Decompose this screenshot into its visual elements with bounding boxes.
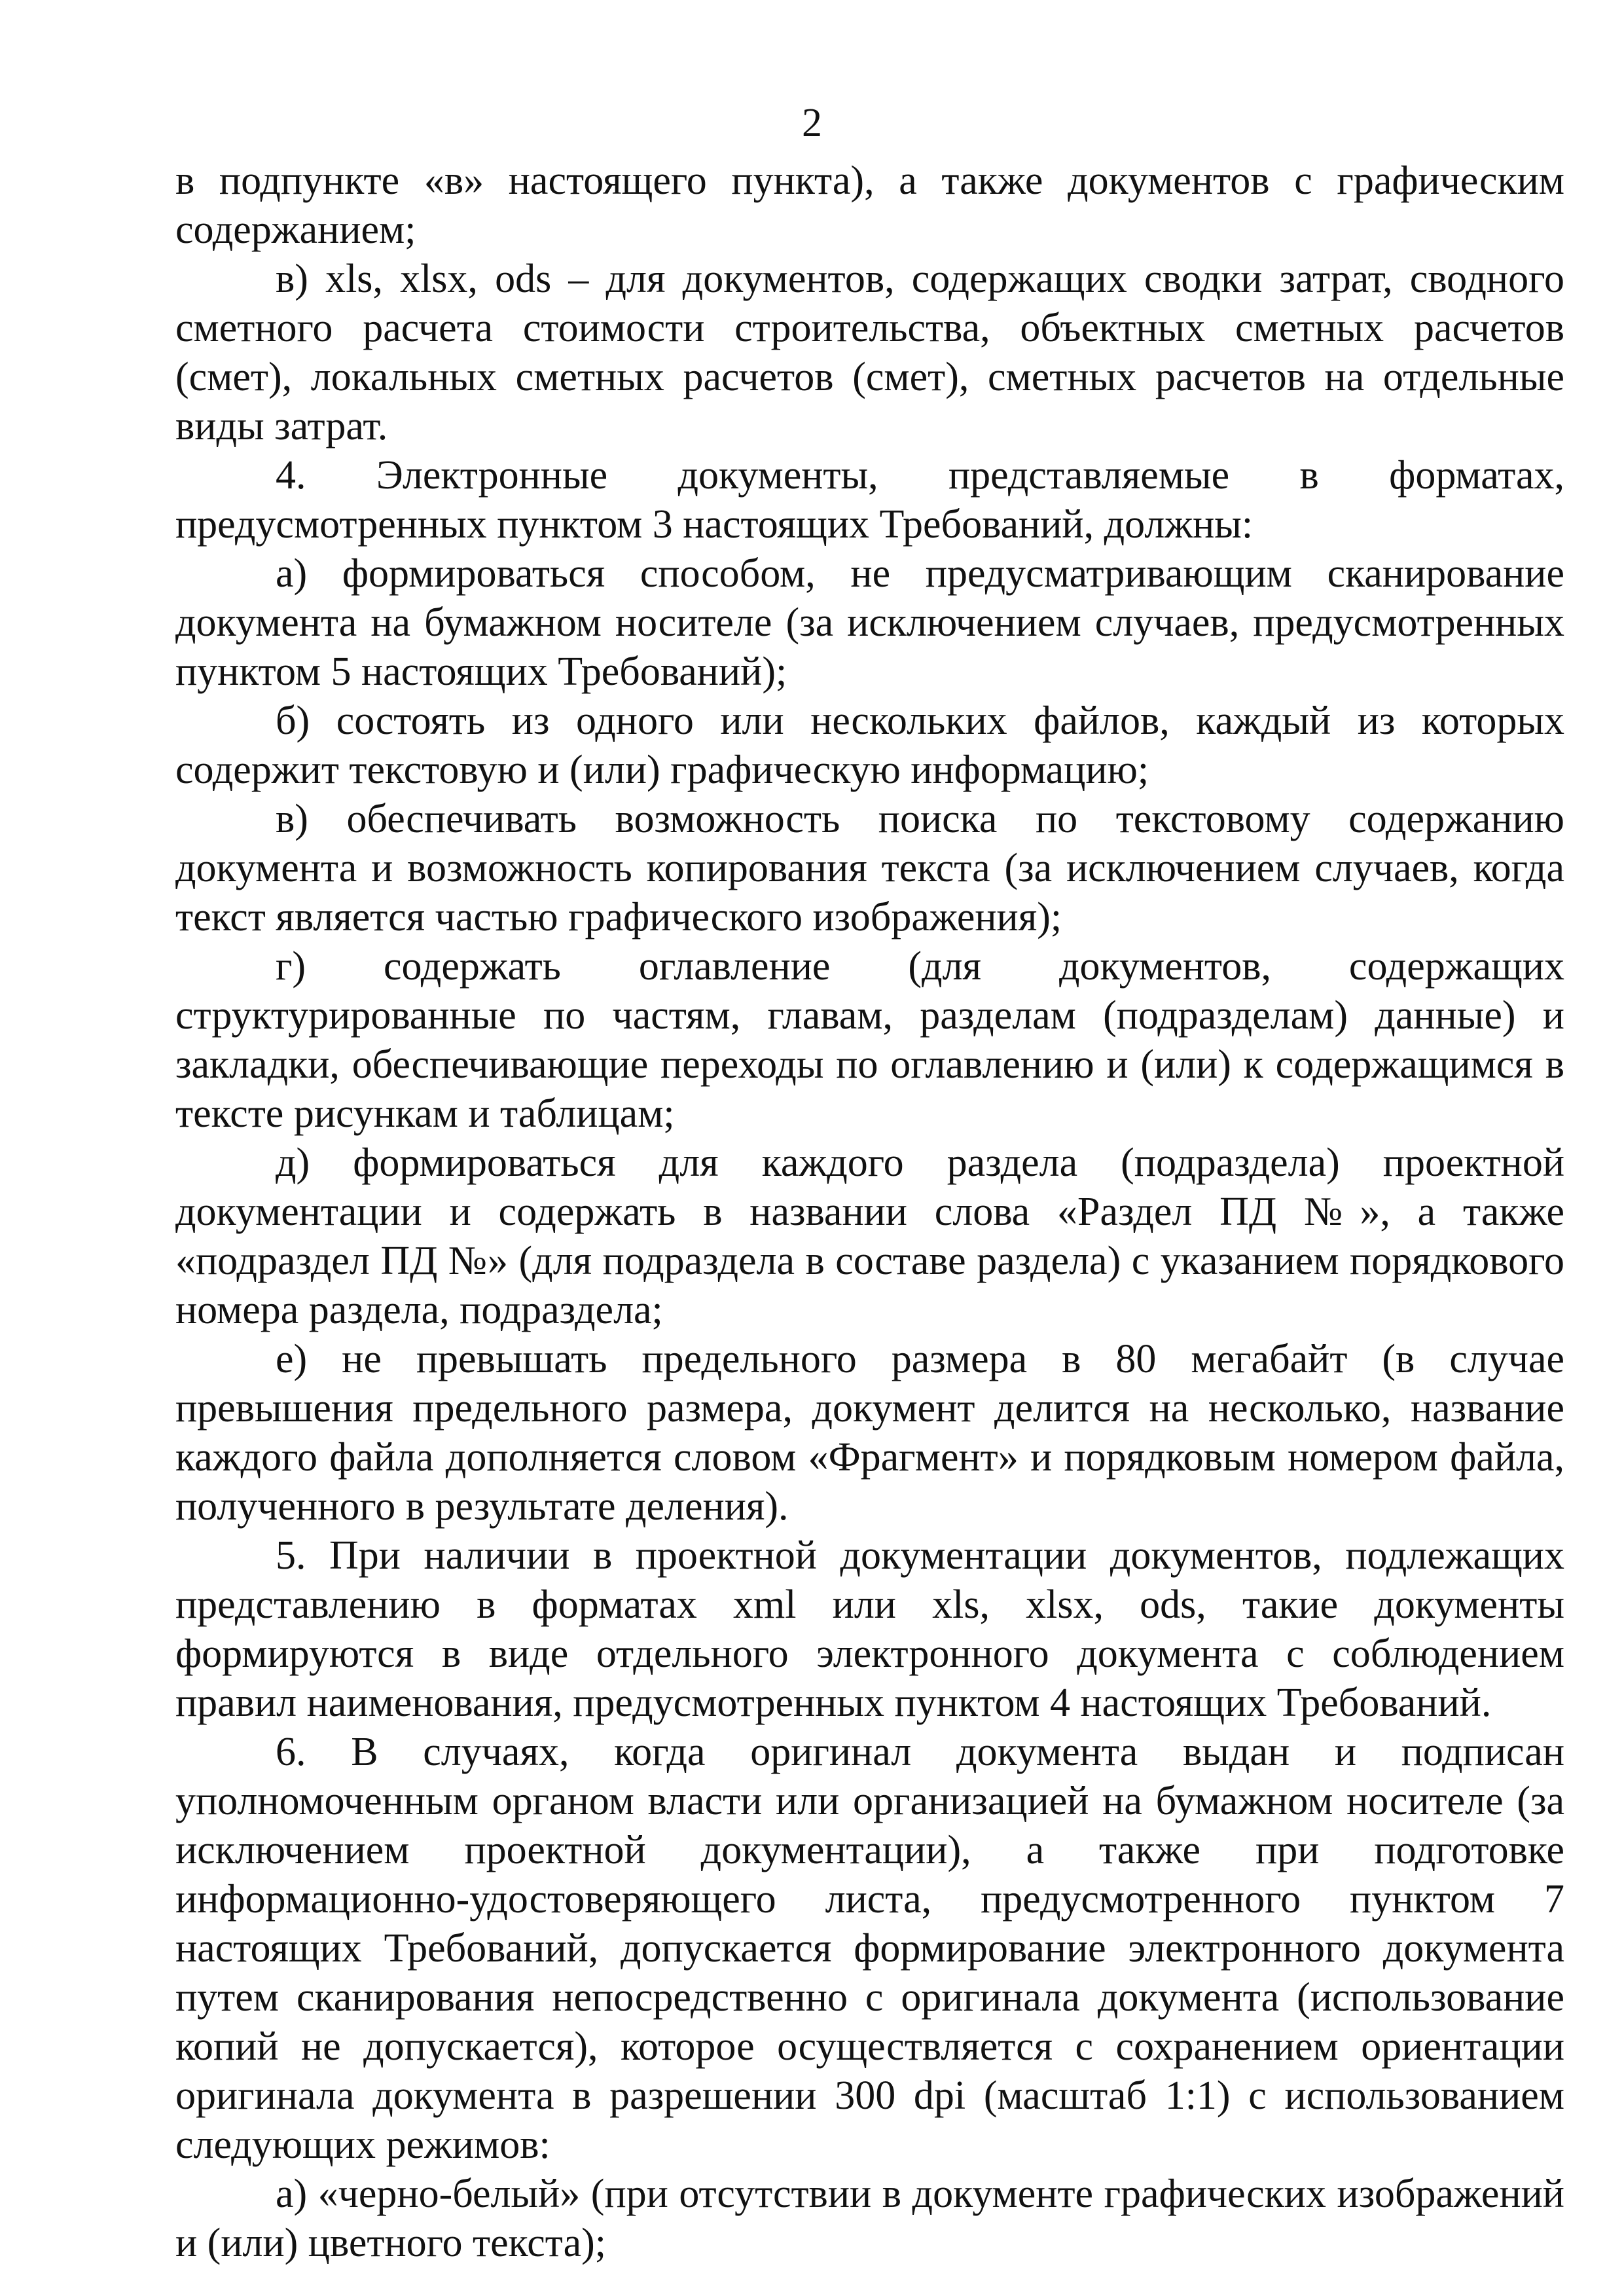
paragraph-continuation: в подпункте «в» настоящего пункта), а также документов с графическим содержанием; <box>175 158 1564 252</box>
paragraph-point-5: 5. При наличии в проектной документации документов, подлежащих представлению в форматах xml или xls, xlsx, ods, такие документы формируются в виде отдельного электронного документа с соблюдением правил наименования, предусмотренных пунктом 4 настоящих Требований. <box>175 1533 1564 1725</box>
paragraph-item-v: в) обеспечивать возможность поиска по текстовому содержанию документа и возможность копирования текста (за исключением случаев, когда текст является частью графического изображения); <box>175 797 1564 939</box>
paragraph-item-d: д) формироваться для каждого раздела (подраздела) проектной документации и содержать в названии слова «Раздел ПД №», а также «подраздел ПД №» (для подраздела в составе раздела) с указанием порядкового номера раздела, подраздела; <box>175 1140 1564 1332</box>
paragraph-item-v-formats: в) xls, xlsx, ods – для документов, содержащих сводки затрат, сводного сметного расчета стоимости строительства, объектных сметных расчетов (смет), локальных сметных расчетов (смет), сметных расчетов на отдельные виды затрат. <box>175 257 1564 448</box>
paragraph-point-6: 6. В случаях, когда оригинал документа выдан и подписан уполномоченным органом власти или организацией на бумажном носителе (за исключением проектной документации), а также при подготовке информационно-удостоверяющего листа, предусмотренного пунктом 7 настоящих Требований, допускается формирование электронного документа путем сканирования непосредственно с оригинала документа (использование копий не допускается), которое осуществляется с сохранением ориентации оригинала документа в разрешении 300 dpi (масштаб 1:1) с использованием следующих режимов: <box>175 1730 1564 2167</box>
paragraph-point-4: 4. Электронные документы, представляемые в форматах, предусмотренных пунктом 3 настоящих Требований, должны: <box>175 453 1564 547</box>
document-body <box>175 156 1564 2268</box>
page-number: 2 <box>802 101 822 145</box>
paragraph-item-b: б) состоять из одного или нескольких файлов, каждый из которых содержит текстовую и (или) графическую информацию; <box>175 699 1564 792</box>
paragraph-item-a: а) формироваться способом, не предусматривающим сканирование документа на бумажном носителе (за исключением случаев, предусмотренных пунктом 5 настоящих Требований); <box>175 551 1564 694</box>
paragraph-item-e: е) не превышать предельного размера в 80 мегабайт (в случае превышения предельного размера, документ делится на несколько, название каждого файла дополняется словом «Фрагмент» и порядковым номером файла, полученного в результате деления). <box>175 1337 1564 1529</box>
paragraph-mode-a: а) «черно-белый» (при отсутствии в документе графических изображений и (или) цветного текста); <box>175 2172 1564 2265</box>
paragraph-item-g: г) содержать оглавление (для документов, содержащих структурированные по частям, главам, разделам (подразделам) данные) и закладки, обеспечивающие переходы по оглавлению и (или) к содержащимся в тексте рисункам и таблицам; <box>175 944 1564 1136</box>
